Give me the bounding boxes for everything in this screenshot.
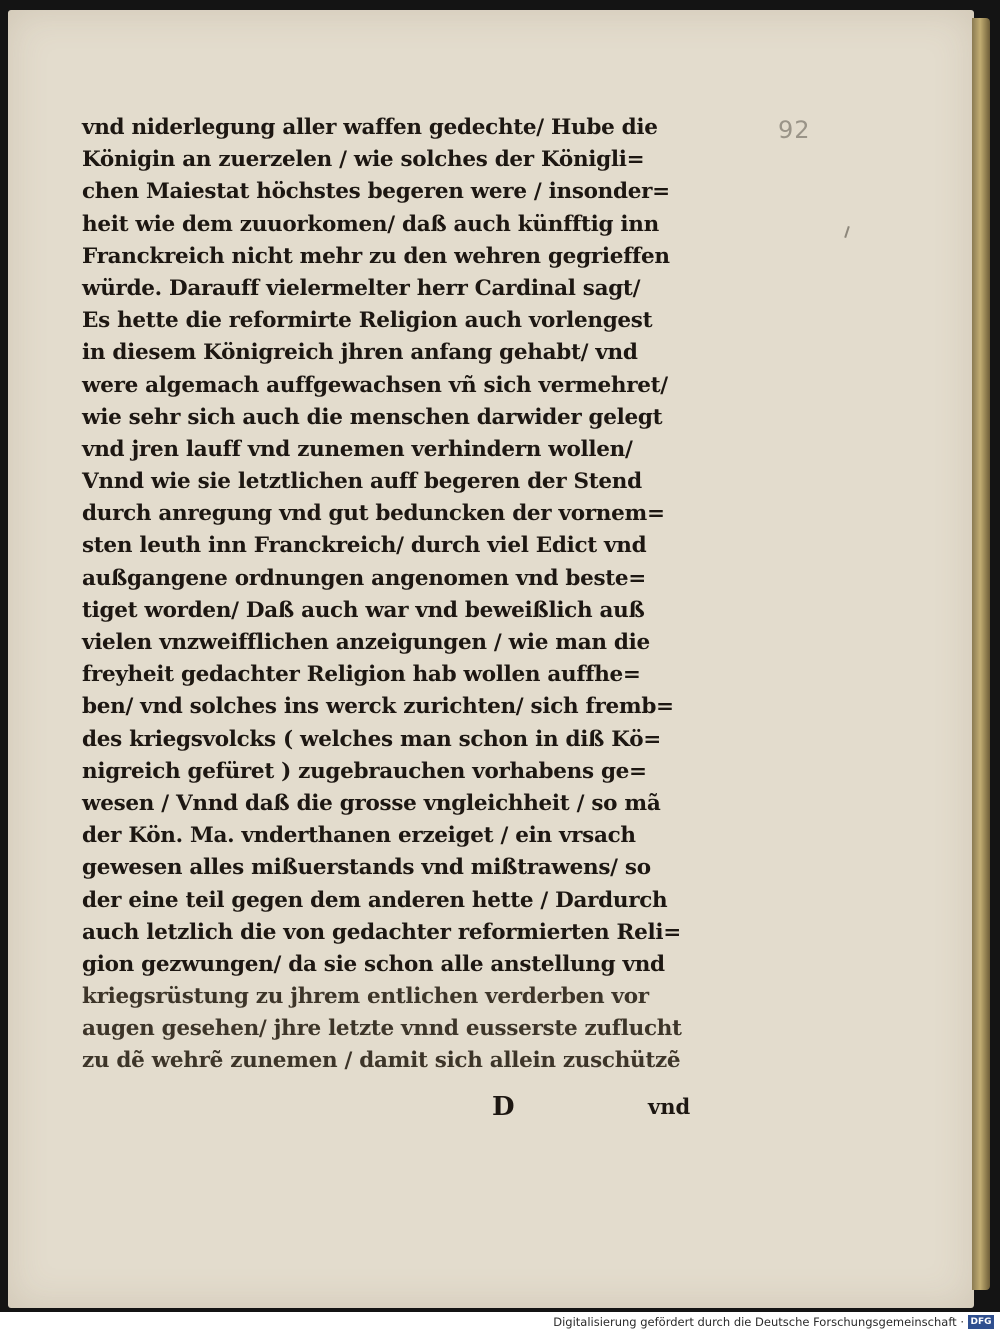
- text-line: sten leuth inn Franckreich/ durch viel Edict vnd: [82, 533, 647, 559]
- text-line: des kriegsvolcks ( welches man schon in diß Kö=: [82, 726, 661, 752]
- text-body: [82, 112, 712, 1078]
- text-line: gion gezwungen/ da sie schon alle anstellung vnd: [82, 951, 665, 977]
- text-line: augen gesehen/ jhre letzte vnnd eusserste zuflucht: [82, 1016, 682, 1042]
- dfg-logo: DFG: [968, 1315, 994, 1329]
- catchword: vnd: [648, 1094, 691, 1119]
- footer-bar: [0, 1312, 1000, 1333]
- text-line: würde. Darauff vielermelter herr Cardinal sagt/: [82, 275, 641, 301]
- text-line: tiget worden/ Daß auch war vnd beweißlich auß: [82, 597, 645, 623]
- text-line: nigreich gefüret ) zugebrauchen vorhabens ge=: [82, 758, 647, 784]
- text-line: Franckreich nicht mehr zu den wehren gegrieffen: [82, 243, 670, 269]
- text-line: wesen / Vnnd daß die grosse vngleichheit / so mã: [82, 790, 661, 816]
- text-line: heit wie dem zuuorkomen/ daß auch künfftig inn: [82, 211, 659, 237]
- text-line: zu dẽ wehrẽ zunemen / damit sich allein zuschützẽ: [82, 1048, 681, 1074]
- text-line: auch letzlich die von gedachter reformierten Reli=: [82, 919, 681, 945]
- text-line: vielen vnzweifflichen anzeigungen / wie man die: [82, 630, 650, 655]
- signature-mark: D: [492, 1092, 515, 1122]
- text-line: kriegsrüstung zu jhrem entlichen verderben vor: [82, 984, 649, 1010]
- funding-notice: Digitalisierung gefördert durch die Deutsche Forschungsgemeinschaft ·: [553, 1315, 964, 1329]
- text-line: chen Maiestat höchstes begeren were / insonder=: [82, 179, 670, 205]
- text-line: Vnnd wie sie letztlichen auff begeren der Stend: [82, 469, 642, 495]
- text-line: außgangene ordnungen angenomen vnd beste=: [82, 565, 647, 591]
- text-line: vnd niderlegung aller waffen gedechte/ Hube die: [82, 115, 658, 140]
- page-number: 92: [778, 116, 811, 144]
- page-edge: [972, 18, 990, 1290]
- text-line: ben/ vnd solches ins werck zurichten/ sich fremb=: [82, 694, 674, 720]
- text-line: vnd jren lauff vnd zunemen verhindern wollen/: [82, 436, 633, 462]
- text-line: in diesem Königreich jhren anfang gehabt/ vnd: [82, 340, 638, 366]
- text-line: Königin an zuerzelen / wie solches der Königli=: [82, 147, 645, 173]
- text-line: wie sehr sich auch die menschen darwider gelegt: [82, 404, 663, 430]
- text-line: Es hette die reformirte Religion auch vorlengest: [82, 308, 653, 334]
- text-line: der eine teil gegen dem anderen hette / Dardurch: [82, 887, 668, 913]
- text-line: freyheit gedachter Religion hab wollen auffhe=: [82, 662, 641, 688]
- text-line: gewesen alles mißuerstands vnd mißtrawens/ so: [82, 855, 651, 881]
- text-line: der Kön. Ma. vnderthanen erzeiget / ein vrsach: [82, 823, 636, 849]
- text-line: durch anregung vnd gut beduncken der vornem=: [82, 501, 665, 527]
- text-line: were algemach auffgewachsen vñ sich vermehret/: [82, 372, 668, 398]
